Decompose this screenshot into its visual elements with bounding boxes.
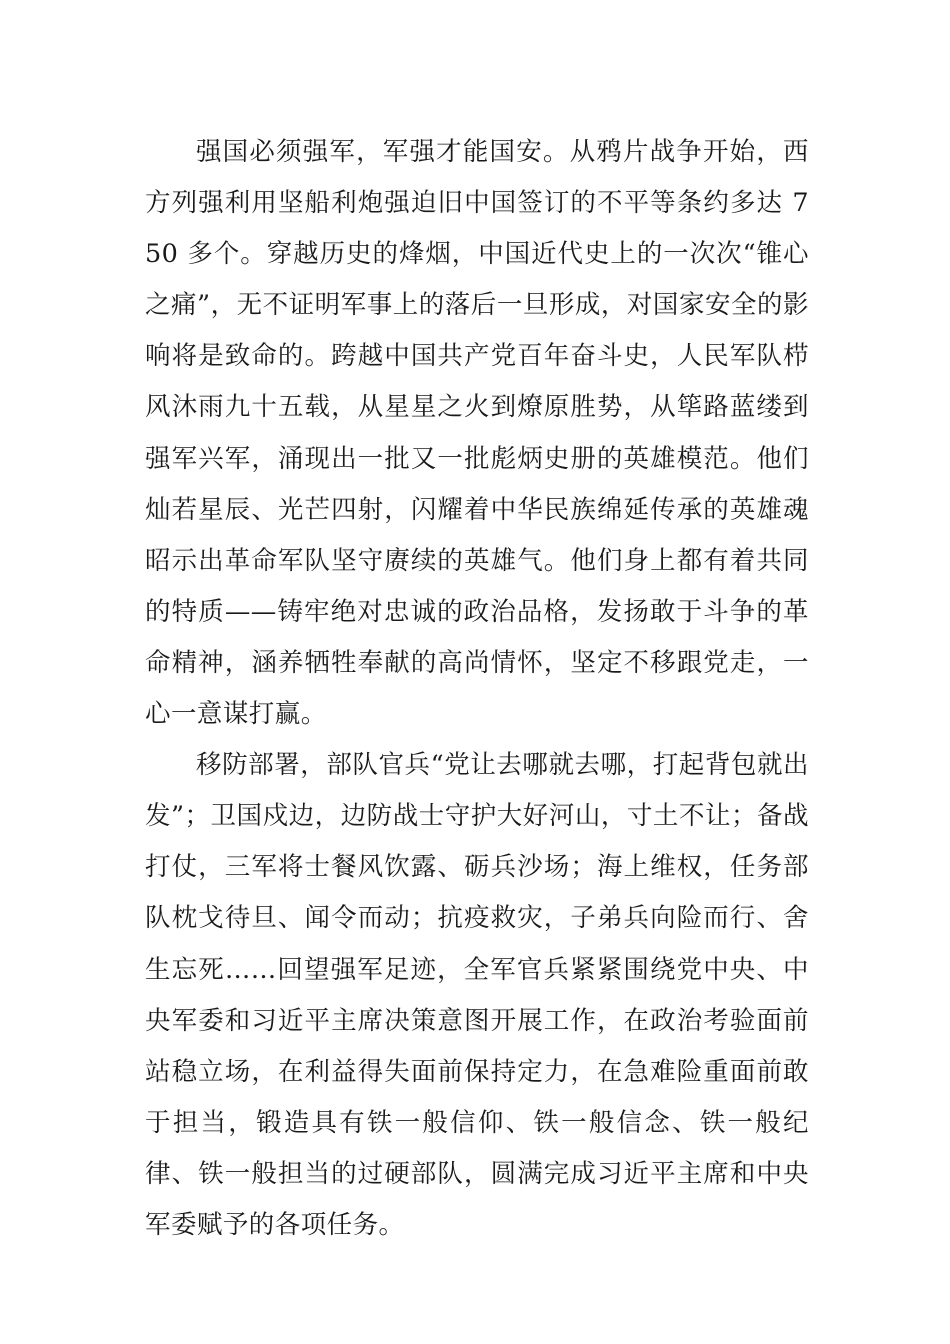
document-body	[145, 127, 809, 1251]
paragraph-strong-army: 强国必须强军，军强才能国安。从鸦片战争开始，西方列强利用坚船利炮强迫旧中国签订的不平等条约多达 750 多个。穿越历史的烽烟，中国近代史上的一次次“锥心之痛”，无不证明军事上的落后一旦形成，对国家安全的影响将是致命的。跨越中国共产党百年奋斗史，人民军队栉风沐雨九十五载，从星星之火到燎原胜势，从筚路蓝缕到强军兴军，涌现出一批又一批彪炳史册的英雄模范。他们灿若星辰、光芒四射，闪耀着中华民族绵延传承的英雄魂昭示出革命军队坚守赓续的英雄气。他们身上都有着共同的特质——铸牢绝对忠诚的政治品格，发扬敢于斗争的革命精神，涵养牺牲奉献的高尚情怀，坚定不移跟党走，一心一意谋打赢。	[145, 137, 809, 730]
paragraph-troop-deployment: 移防部署，部队官兵“党让去哪就去哪，打起背包就出发”；卫国戍边，边防战士守护大好河山，寸土不让；备战打仗，三军将士餐风饮露、砺兵沙场；海上维权，任务部队枕戈待旦、闻令而动；抗疫救灾，子弟兵向险而行、舍生忘死……回望强军足迹，全军官兵紧紧围绕党中央、中央军委和习近平主席决策意图开展工作，在政治考验面前站稳立场，在利益得失面前保持定力，在急难险重面前敢于担当，锻造具有铁一般信仰、铁一般信念、铁一般纪律、铁一般担当的过硬部队，圆满完成习近平主席和中央军委赋予的各项任务。	[145, 750, 809, 1240]
